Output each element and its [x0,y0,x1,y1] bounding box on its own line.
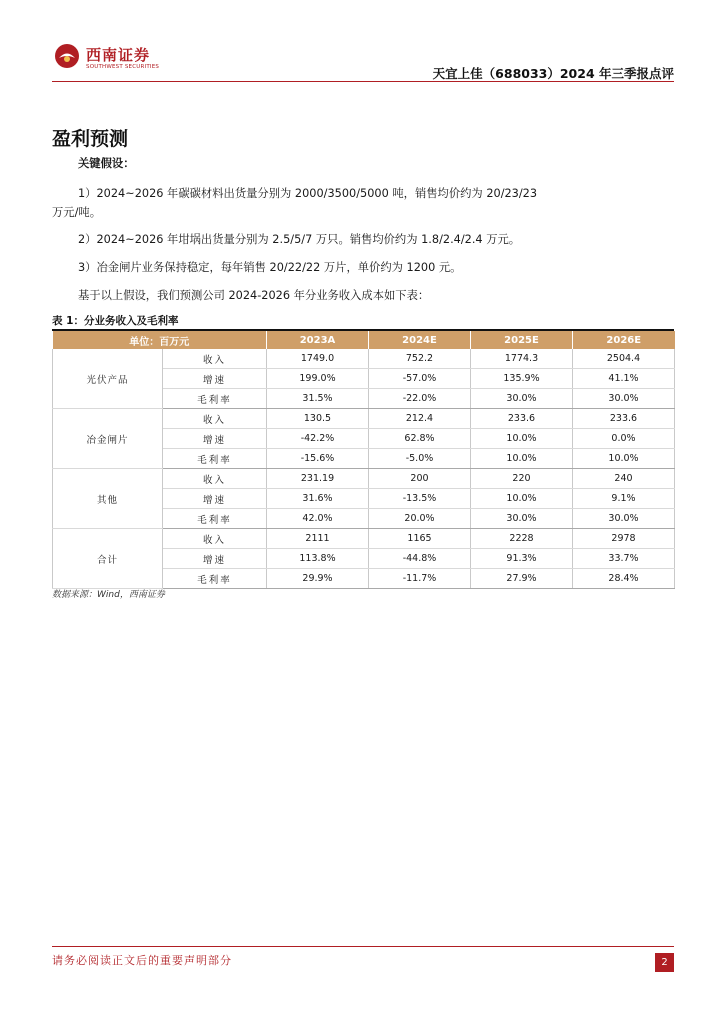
cell: -44.8% [369,549,471,569]
group-label-total: 合计 [53,529,163,589]
table-row [53,529,675,549]
table-source: 数据来源：Wind，西南证券 [52,590,165,600]
assumption-1-cont: 万元/吨。 [52,206,101,219]
page-header [52,40,674,82]
cell: 28.4% [573,569,675,589]
cell: 10.0% [573,449,675,469]
metric-label: 增速 [163,549,267,569]
cell: 30.0% [573,389,675,409]
cell: 233.6 [471,409,573,429]
cell: 10.0% [471,449,573,469]
page-number: 2 [655,953,674,972]
metric-label: 收入 [163,529,267,549]
cell: 30.0% [471,509,573,529]
cell: -5.0% [369,449,471,469]
cell: 31.5% [267,389,369,409]
cell: 1165 [369,529,471,549]
cell: 240 [573,469,675,489]
cell: 0.0% [573,429,675,449]
footer-disclaimer: 请务必阅读正文后的重要声明部分 [52,954,232,967]
cell: 113.8% [267,549,369,569]
cell: 42.0% [267,509,369,529]
footer-divider [52,946,674,947]
metric-label: 毛利率 [163,569,267,589]
cell: 20.0% [369,509,471,529]
table-row [53,469,675,489]
cell: 1749.0 [267,349,369,369]
header-2025e: 2025E [471,331,573,349]
logo-mark-icon [54,43,80,69]
metric-label: 毛利率 [163,389,267,409]
cell: 31.6% [267,489,369,509]
header-2023a: 2023A [267,331,369,349]
logo-text-en: SOUTHWEST SECURITIES [86,64,160,70]
group-label-other: 其他 [53,469,163,529]
table-header-row [53,331,675,349]
group-label-pv: 光伏产品 [53,349,163,409]
metric-label: 收入 [163,469,267,489]
assumption-3: 3）冶金闸片业务保持稳定，每年销售 20/22/22 万片，单价约为 1200 元。 [78,261,462,274]
header-2024e: 2024E [369,331,471,349]
header-2026e: 2026E [573,331,675,349]
metric-label: 收入 [163,349,267,369]
assumption-2: 2）2024~2026 年坩埚出货量分别为 2.5/5/7 万只。销售均价约为 1.8/2.4/2.4 万元。 [78,233,521,246]
metric-label: 增速 [163,489,267,509]
cell: 62.8% [369,429,471,449]
company-logo [54,42,214,76]
cell: 29.9% [267,569,369,589]
cell: 30.0% [471,389,573,409]
cell: -15.6% [267,449,369,469]
forecast-table [52,331,675,589]
cell: 27.9% [471,569,573,589]
cell: 212.4 [369,409,471,429]
metric-label: 收入 [163,409,267,429]
cell: 130.5 [267,409,369,429]
cell: 135.9% [471,369,573,389]
cell: 91.3% [471,549,573,569]
metric-label: 毛利率 [163,449,267,469]
assumption-1: 1）2024~2026 年碳碳材料出货量分别为 2000/3500/5000 吨，销售均价约为 20/23/23 [78,187,538,200]
cell: 2111 [267,529,369,549]
metric-label: 增速 [163,369,267,389]
header-divider [52,81,674,82]
cell: 2978 [573,529,675,549]
logo-text-cn: 西南证券 [86,46,151,64]
cell: 41.1% [573,369,675,389]
cell: 2504.4 [573,349,675,369]
cell: 33.7% [573,549,675,569]
cell: 231.19 [267,469,369,489]
section-title: 盈利预测 [52,128,129,150]
cell: -13.5% [369,489,471,509]
metric-label: 毛利率 [163,509,267,529]
cell: 233.6 [573,409,675,429]
cell: 2228 [471,529,573,549]
cell: 1774.3 [471,349,573,369]
header-unit: 单位：百万元 [53,331,267,349]
metric-label: 增速 [163,429,267,449]
cell: 220 [471,469,573,489]
cell: -57.0% [369,369,471,389]
report-title: 天宜上佳（688033）2024 年三季报点评 [432,66,674,81]
cell: 752.2 [369,349,471,369]
cell: 9.1% [573,489,675,509]
cell: 200 [369,469,471,489]
cell: 10.0% [471,429,573,449]
cell: 10.0% [471,489,573,509]
cell: -22.0% [369,389,471,409]
table-row [53,409,675,429]
cell: 199.0% [267,369,369,389]
group-label-brake-pads: 冶金闸片 [53,409,163,469]
cell: -11.7% [369,569,471,589]
assumptions-heading: 关键假设： [78,157,135,170]
cell: 30.0% [573,509,675,529]
cell: -42.2% [267,429,369,449]
assumptions-conclusion: 基于以上假设，我们预测公司 2024-2026 年分业务收入成本如下表： [78,289,430,302]
table-title: 表 1：分业务收入及毛利率 [52,315,179,327]
table-row [53,349,675,369]
